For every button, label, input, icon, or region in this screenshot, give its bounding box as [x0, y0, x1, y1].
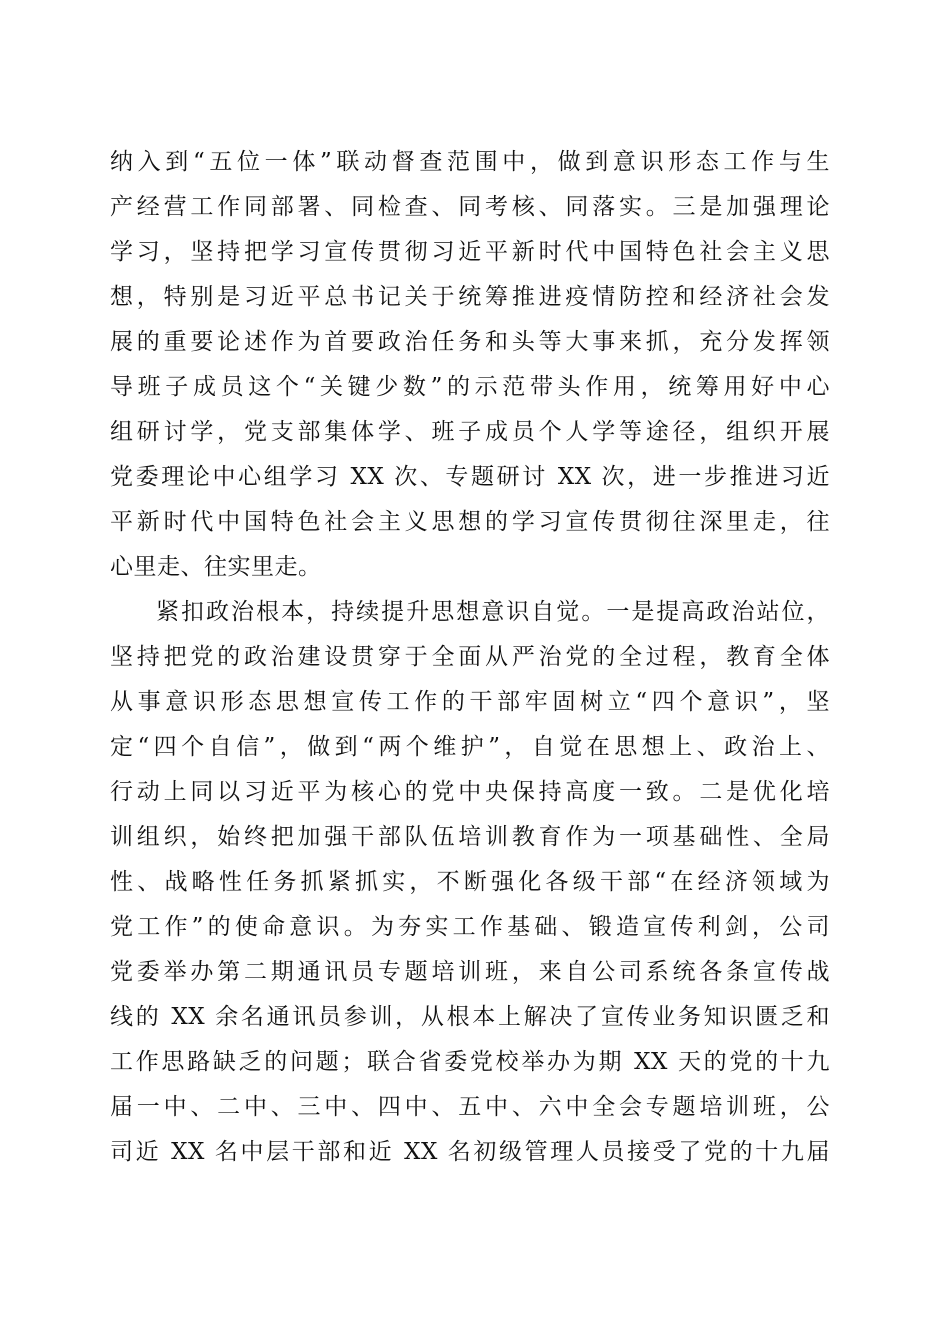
paragraph-1-line: 产经营工作同部署、同检查、同考核、同落实。三是加强理论 — [110, 194, 830, 220]
paragraph-1-line: 纳入到“五位一体”联动督查范围中，做到意识形态工作与生 — [110, 149, 830, 175]
paragraph-2-line: 坚持把党的政治建设贯穿于全面从严治党的全过程，教育全体 — [110, 644, 830, 670]
paragraph-2 — [110, 590, 830, 1175]
paragraph-2-line: 从事意识形态思想宣传工作的干部牢固树立“四个意识”，坚 — [110, 689, 830, 715]
paragraph-2-line: 行动上同以习近平为核心的党中央保持高度一致。二是优化培 — [110, 779, 830, 805]
paragraph-1-line: 党委理论中心组学习 XX 次、专题研讨 XX 次，进一步推进习近 — [110, 464, 830, 490]
paragraph-1 — [110, 140, 830, 590]
paragraph-2-line: 党工作”的使命意识。为夯实工作基础、锻造宣传利剑，公司 — [110, 914, 830, 940]
paragraph-1-line: 导班子成员这个“关键少数”的示范带头作用，统筹用好中心 — [110, 374, 830, 400]
paragraph-2-line: 党委举办第二期通讯员专题培训班，来自公司系统各条宣传战 — [110, 959, 830, 985]
paragraph-1-line: 组研讨学，党支部集体学、班子成员个人学等途径，组织开展 — [110, 419, 830, 445]
paragraph-1-line: 心里走、往实里走。 — [110, 554, 322, 580]
paragraph-2-line: 工作思路缺乏的问题；联合省委党校举办为期 XX 天的党的十九 — [110, 1049, 830, 1075]
paragraph-2-line: 训组织，始终把加强干部队伍培训教育作为一项基础性、全局 — [110, 824, 830, 850]
paragraph-2-line: 线的 XX 余名通讯员参训，从根本上解决了宣传业务知识匮乏和 — [110, 1004, 830, 1030]
paragraph-2-line: 司近 XX 名中层干部和近 XX 名初级管理人员接受了党的十九届 — [110, 1139, 830, 1165]
paragraph-1-line: 想，特别是习近平总书记关于统筹推进疫情防控和经济社会发 — [110, 284, 830, 310]
paragraph-1-line: 学习，坚持把学习宣传贯彻习近平新时代中国特色社会主义思 — [110, 239, 830, 265]
paragraph-2-line: 紧扣政治根本，持续提升思想意识自觉。一是提高政治站位， — [156, 599, 830, 625]
paragraph-1-line: 展的重要论述作为首要政治任务和头等大事来抓，充分发挥领 — [110, 329, 830, 355]
paragraph-1-line: 平新时代中国特色社会主义思想的学习宣传贯彻往深里走，往 — [110, 509, 830, 535]
paragraph-2-line: 性、战略性任务抓紧抓实，不断强化各级干部“在经济领域为 — [110, 869, 830, 895]
paragraph-2-line: 定“四个自信”，做到“两个维护”，自觉在思想上、政治上、 — [110, 734, 830, 760]
paragraph-2-line: 届一中、二中、三中、四中、五中、六中全会专题培训班，公 — [110, 1094, 830, 1120]
